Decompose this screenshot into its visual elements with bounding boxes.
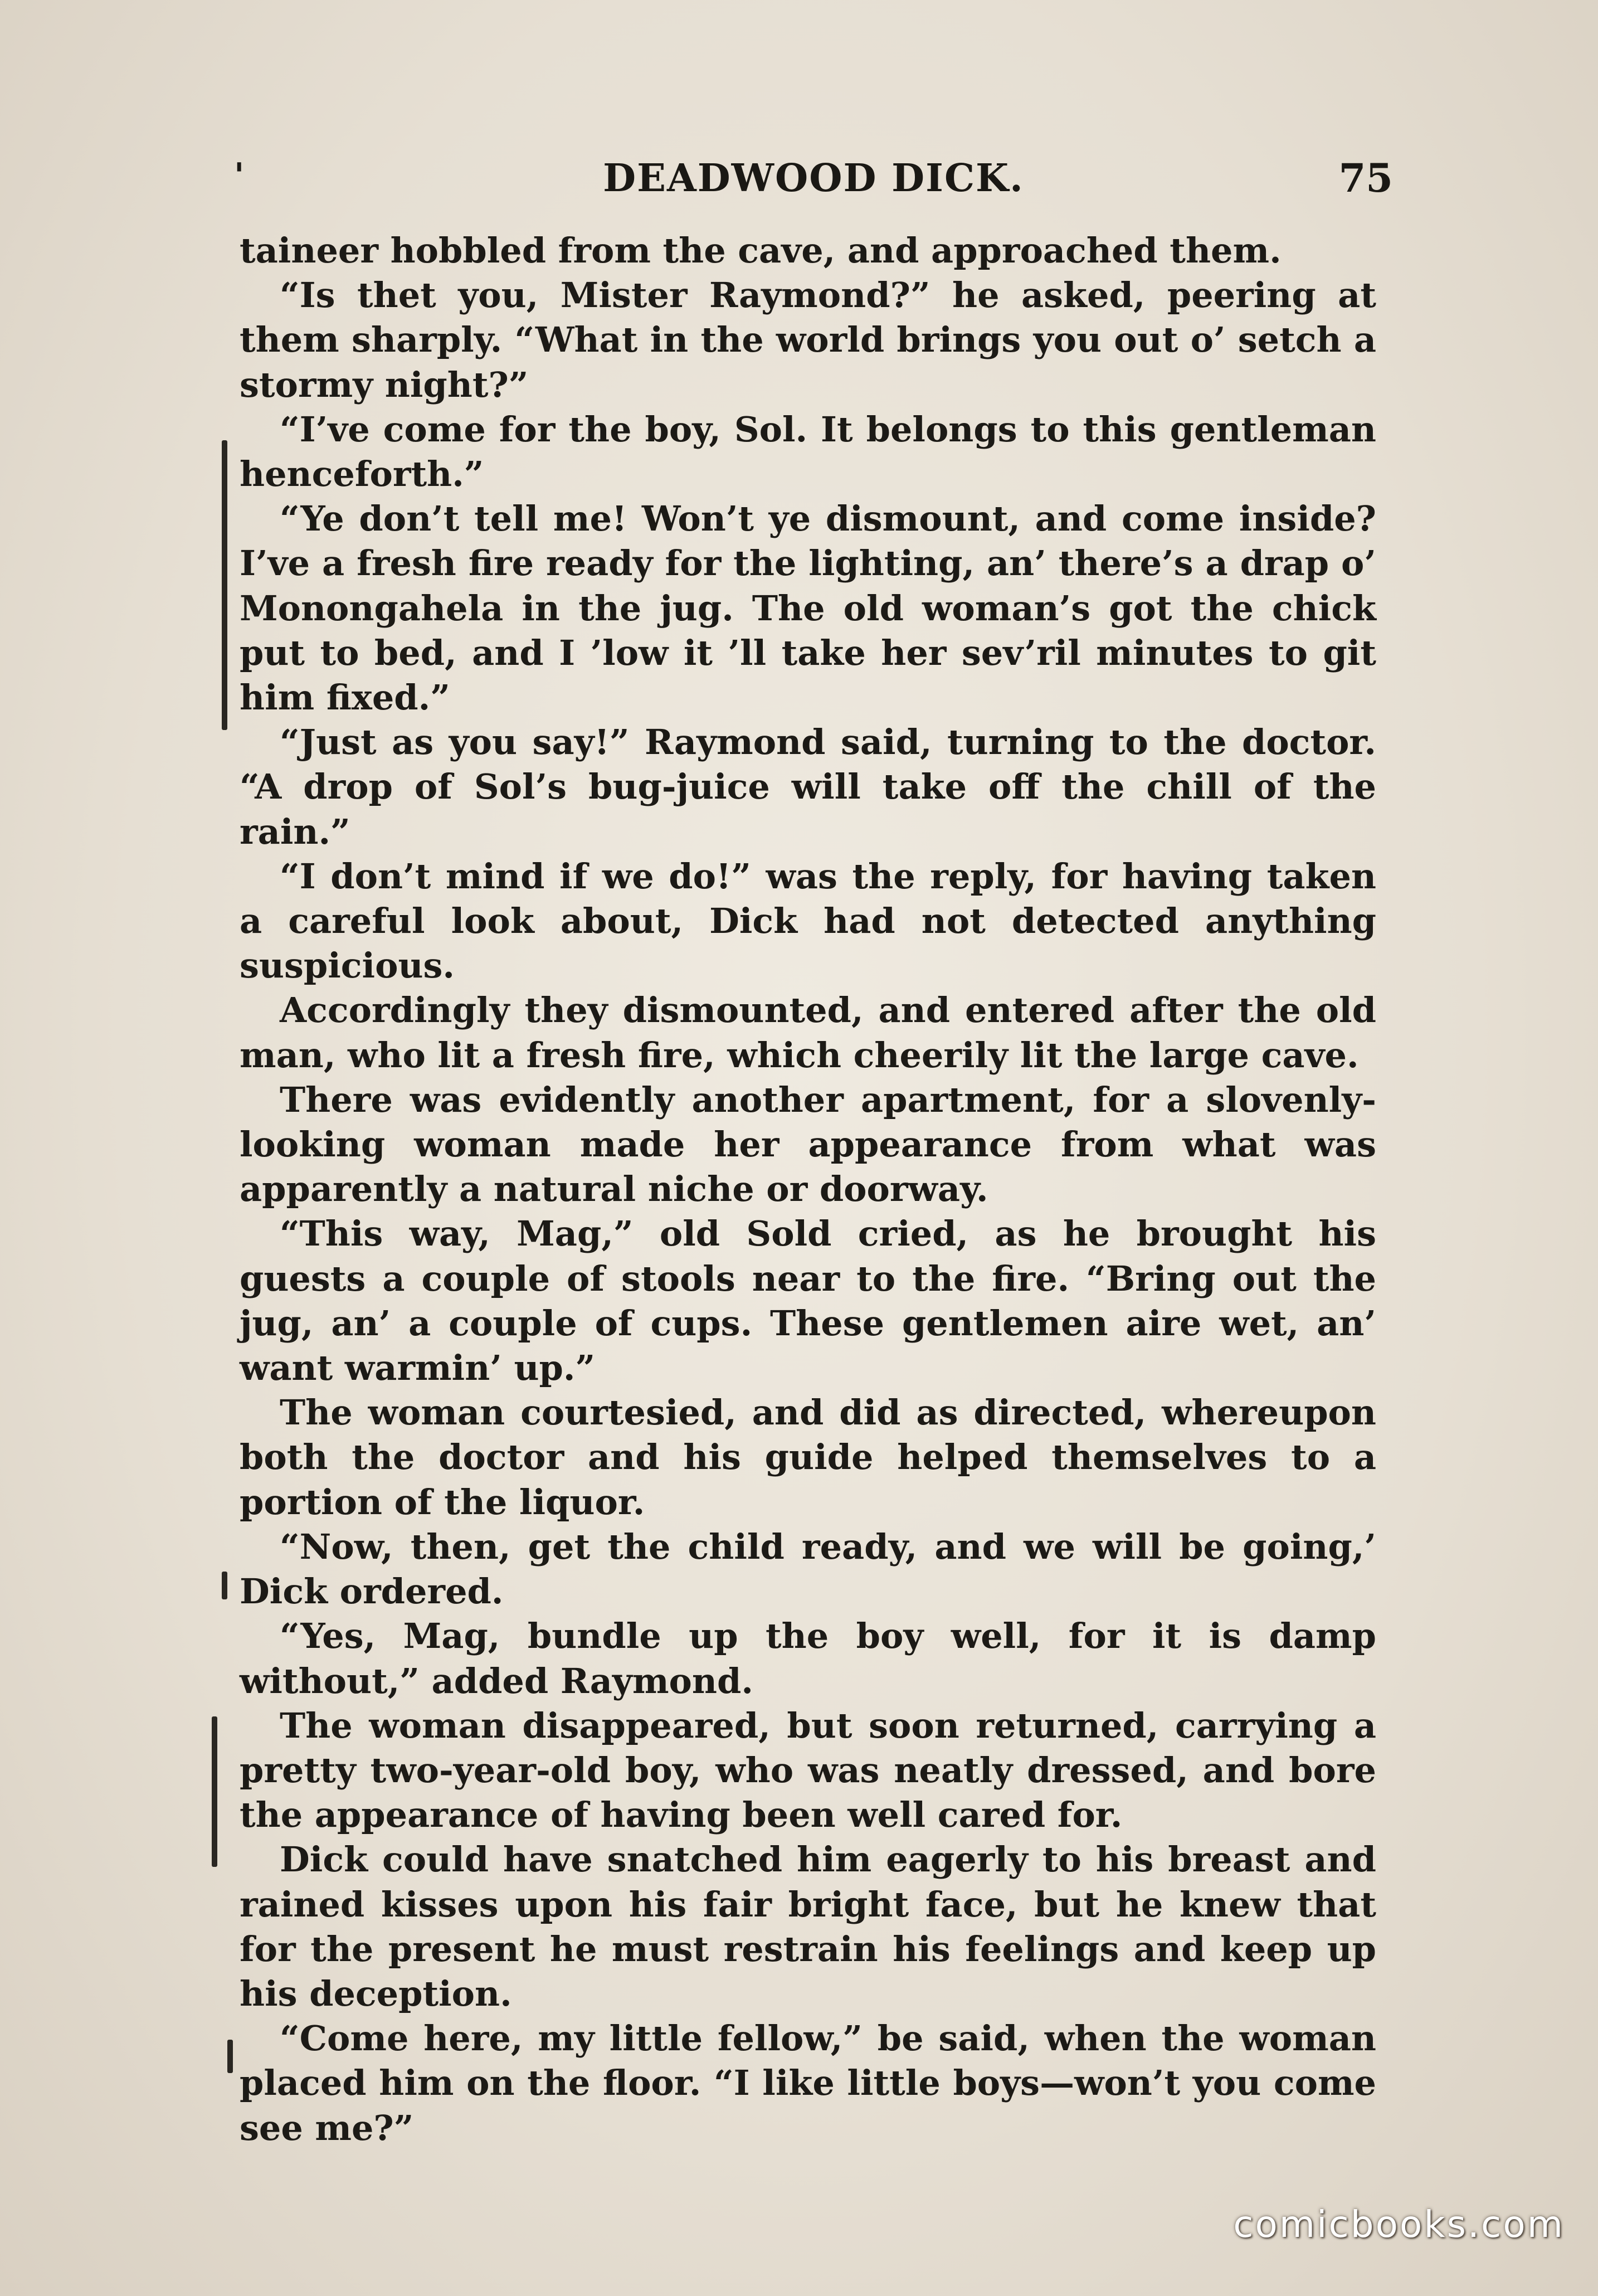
paragraph: “I’ve come for the boy, Sol. It belongs to this gentleman henceforth.” (240, 408, 1376, 495)
paragraph: The woman courtesied, and did as directed, whereupon both the doctor and his guide helped themselves to a portion of the liquor. (240, 1392, 1376, 1522)
watermark-text: comicbooks.com (1233, 2203, 1565, 2246)
paragraph: Accordingly they dismounted, and entered after the old man, who lit a fresh fire, which cheerily lit the large cave. (240, 990, 1376, 1076)
running-header (234, 150, 1393, 212)
margin-marker (212, 1716, 217, 1867)
margin-marker (222, 1572, 227, 1599)
paragraph: “Now, then, get the child ready, and we will be going,’ Dick ordered. (240, 1526, 1376, 1612)
paragraph: There was evidently another apartment, for a slovenly-looking woman made her appearance from what was apparently a natural niche or doorway. (240, 1079, 1376, 1210)
page-body-text (240, 228, 1376, 2151)
paragraph: taineer hobbled from the cave, and approached them. (240, 230, 1282, 271)
running-title: DEADWOOD DICK. (603, 156, 1024, 201)
paragraph: Dick could have snatched him eagerly to his breast and rained kisses upon his fair bright face, but he knew that for the present he must restrain his feelings and keep up his deception. (240, 1839, 1376, 2014)
margin-marker (227, 2040, 233, 2073)
header-mark: ' (234, 156, 245, 195)
paragraph: “Is thet you, Mister Raymond?” he asked, peering at them sharply. “What in the world brings you out o’ setch a stormy night?” (240, 275, 1376, 405)
page-number: 75 (1338, 155, 1393, 201)
paragraph: “Just as you say!” Raymond said, turning to the doctor. “A drop of Sol’s bug-juice will take off the chill of the rain.” (240, 722, 1376, 852)
paragraph: “Come here, my little fellow,” be said, when the woman placed him on the floor. “I like little boys—won’t you come see me?” (240, 2018, 1376, 2148)
paragraph: “This way, Mag,” old Sold cried, as he brought his guests a couple of stools near to the fire. “Bring out the jug, an’ a couple of cups. These gentlemen aire wet, an’ want warmin’ up.” (240, 1213, 1376, 1389)
paragraph: “I don’t mind if we do!” was the reply, for having taken a careful look about, Dick had not detected anything suspicious. (240, 855, 1376, 986)
margin-marker (222, 440, 227, 730)
paragraph: “Ye don’t tell me! Won’t ye dismount, and come inside? I’ve a fresh fire ready for the lighting, an’ there’s a drap o’ Monongahela in the jug. The old woman’s got the chick put to bed, and I ’low it ’ll take her sev’ril minutes to git him fixed.” (240, 498, 1376, 718)
paragraph: The woman disappeared, but soon returned, carrying a pretty two-year-old boy, who was neatly dressed, and bore the appearance of having been well cared for. (240, 1705, 1376, 1836)
paragraph: “Yes, Mag, bundle up the boy well, for it is damp without,” added Raymond. (240, 1616, 1376, 1701)
